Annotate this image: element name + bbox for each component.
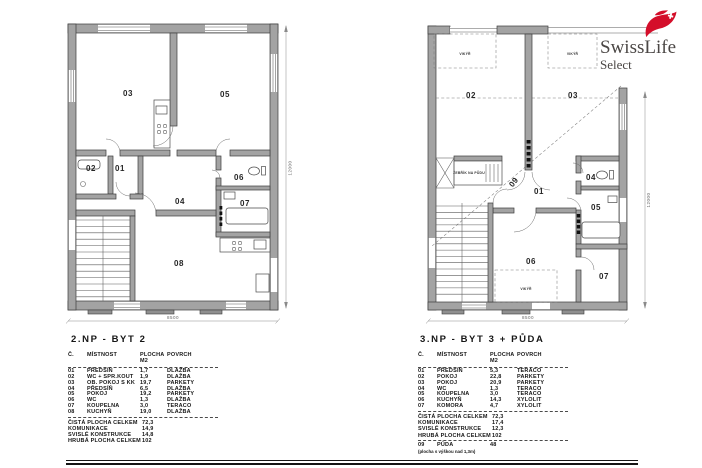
dormer-label: VIKÝŘ	[566, 52, 579, 56]
plan-title-right: 3.NP - BYT 3 + PŮDA	[420, 334, 545, 345]
cell-surface: PARKETY	[517, 379, 545, 386]
cell-no: 06	[418, 397, 425, 404]
staircase	[436, 203, 488, 302]
summary-label: HRUBÁ PLOCHA CELKEM	[68, 438, 141, 445]
dimension-lines	[426, 91, 651, 324]
toilet-icon	[597, 171, 608, 179]
cell-area: 19,0	[140, 408, 152, 415]
summary-label: ČISTÁ PLOCHA CELKEM	[418, 413, 488, 420]
cell-surface: DLAŽBA	[167, 408, 191, 415]
cell-no: 06	[68, 397, 75, 404]
swisslife-logo	[600, 10, 700, 71]
table-row	[418, 404, 568, 410]
cell-room: KUCHYŇ	[87, 408, 112, 415]
toilet-icon	[249, 167, 260, 175]
dormer-outline	[434, 34, 496, 68]
summary-row	[68, 438, 218, 444]
cell-surface: PARKETY	[517, 373, 545, 380]
summary-label: SVISLÉ KONSTRUKCE	[68, 432, 132, 439]
cell-area: 22,8	[490, 373, 502, 380]
cell-no: 04	[68, 385, 75, 392]
dim-height-label: 12000	[287, 160, 293, 176]
dormer-label: VIKÝŘ	[520, 287, 532, 291]
cell-no: 03	[418, 379, 425, 386]
divider	[418, 411, 568, 412]
summary-value: 17,4	[492, 420, 504, 427]
room-label: 05	[220, 90, 230, 99]
summary-value: 14,8	[142, 432, 154, 439]
cell-surface: XYLOLIT	[517, 402, 542, 409]
appliance-icon	[256, 274, 269, 292]
cell-no: 02	[418, 373, 425, 380]
room-table-2np	[68, 353, 218, 445]
room-label: 06	[234, 173, 244, 182]
summary-value: 72,3	[142, 419, 154, 426]
summary-label: HRUBÁ PLOCHA CELKEM	[418, 432, 491, 439]
cell-room: KOUPELNA	[437, 391, 470, 398]
divider	[68, 417, 218, 418]
cell-surface: TERACO	[517, 385, 542, 392]
cell-area: 19,2	[140, 391, 152, 398]
cell-no: 08	[68, 408, 75, 415]
summary-value: 72,3	[492, 413, 504, 420]
room-label: 07	[240, 199, 250, 208]
washbasin-icon	[81, 182, 86, 187]
cell-no: 03	[68, 379, 75, 386]
attic-access-label: 09	[507, 175, 521, 189]
summary-label: KOMUNIKACE	[418, 420, 458, 427]
cell-no: 05	[418, 391, 425, 398]
dormer-outline	[548, 34, 597, 68]
cell-room: POKOJ	[87, 391, 108, 398]
cell-room: PŘEDSÍŇ	[87, 368, 113, 375]
cell-area: 14,3	[490, 397, 502, 404]
col-no: Č.	[418, 352, 424, 358]
cell-surface: PARKETY	[167, 379, 195, 386]
cell-room: PŘEDSÍŇ	[87, 385, 113, 392]
summary-value: 102	[142, 438, 152, 445]
room-label: 04	[586, 173, 596, 182]
cell-area: 3,0	[490, 391, 499, 398]
summary-value: 12,3	[492, 426, 504, 433]
cell-no: 04	[418, 385, 425, 392]
cell-no: 05	[68, 391, 75, 398]
sink-icon	[608, 196, 617, 203]
col-room: MÍSTNOST	[87, 352, 118, 358]
cell-room: POKOJ	[437, 373, 458, 380]
cell-area: 1,9	[140, 373, 149, 380]
cell-room: POKOJ	[437, 379, 458, 386]
room-label: 06	[526, 257, 536, 266]
logo-brand-text: SwissLife	[600, 37, 676, 58]
sink-icon	[156, 106, 167, 114]
cell-surface: TERACO	[517, 391, 542, 398]
attic-row	[418, 443, 568, 449]
cell-room: KOMORA	[437, 402, 464, 409]
room-label: 01	[115, 164, 125, 173]
summary-label: KOMUNIKACE	[68, 425, 108, 432]
ladder-label: ŽEBŘÍK NA PŮDU	[453, 171, 485, 175]
cell-no: 09	[418, 441, 425, 448]
cell-surface: TERACO	[167, 402, 192, 409]
cell-room: WC	[437, 385, 447, 392]
cell-surface: DLAŽBA	[167, 368, 191, 375]
dormer-outline	[495, 270, 557, 302]
table-row	[68, 410, 218, 416]
radiator-icon	[220, 206, 223, 210]
cell-area: 20,9	[490, 379, 502, 386]
room-table-3np	[418, 353, 568, 454]
col-surface: POVRCH	[167, 352, 192, 358]
footer-rule	[66, 460, 638, 465]
table-header	[68, 353, 218, 365]
cell-no: 01	[68, 368, 75, 375]
room-label: 02	[86, 164, 96, 173]
ladder-to-attic	[436, 158, 502, 188]
cell-no: 07	[418, 402, 425, 409]
cell-surface: DLAŽBA	[167, 385, 191, 392]
cell-room: WC + SPR.KOUT	[87, 373, 134, 380]
room-label: 08	[174, 259, 184, 268]
swisslife-flame-icon	[644, 10, 678, 38]
room-label: 05	[591, 203, 601, 212]
cell-no: 01	[418, 368, 425, 375]
cell-no: 07	[68, 402, 75, 409]
sink-icon	[224, 192, 235, 199]
cell-area: 19,7	[140, 379, 152, 386]
cell-area: 3,0	[140, 402, 149, 409]
cell-surface: TERACO	[517, 368, 542, 375]
cell-surface: PARKETY	[167, 391, 195, 398]
cell-surface: DLAŽBA	[167, 373, 191, 380]
room-label: 01	[534, 187, 544, 196]
col-room: MÍSTNOST	[437, 352, 468, 358]
interior-walls	[76, 33, 270, 301]
cell-surface: XYLOLIT	[517, 397, 542, 404]
dormer-label: VIKÝŘ	[459, 52, 471, 56]
radiator-icon	[577, 214, 580, 218]
room-label: 03	[568, 91, 578, 100]
col-no: Č.	[68, 352, 74, 358]
cell-room: PŮDA	[437, 441, 454, 448]
logo-sub-text: Select	[600, 57, 632, 72]
room-label: 03	[123, 89, 133, 98]
summary-label: SVISLÉ KONSTRUKCE	[418, 426, 482, 433]
bathtub-icon	[582, 222, 620, 238]
dim-width-label: 8500	[166, 315, 180, 320]
summary-label: ČISTÁ PLOCHA CELKEM	[68, 419, 138, 426]
room-label: 02	[466, 91, 476, 100]
room-label: 07	[599, 272, 609, 281]
cell-room: OB. POKOJ S KK	[87, 379, 136, 386]
col-surface: POVRCH	[517, 352, 542, 358]
cell-area: 48	[490, 441, 497, 448]
sink-icon	[254, 240, 266, 249]
plan-title-left: 2.NP - BYT 2	[71, 334, 147, 345]
cell-room: KOUPELNA	[87, 402, 120, 409]
summary-value: 14,9	[142, 425, 154, 432]
cell-room: WC	[87, 397, 97, 404]
cell-room: KUCHYŇ	[437, 397, 462, 404]
cell-room: PŘEDSÍŇ	[437, 368, 463, 375]
dim-height-label: 12000	[646, 192, 651, 208]
summary-value: 102	[492, 432, 502, 439]
cell-area: 6,5	[140, 385, 149, 392]
cell-area: 1,3	[490, 385, 499, 392]
cell-area: 1,7	[140, 368, 149, 375]
attic-note: (plocha s výškou nad 1,3m)	[418, 449, 476, 455]
table-header	[418, 353, 568, 365]
room-label: 04	[175, 197, 185, 206]
col-area: PLOCHA M2	[490, 352, 515, 364]
radiator-icon	[527, 140, 531, 144]
staircase	[76, 216, 130, 301]
summary-row	[418, 433, 568, 439]
floorplan-2np	[58, 8, 303, 338]
cell-area: 4,7	[490, 402, 499, 409]
cell-surface: DLAŽBA	[167, 397, 191, 404]
cell-no: 02	[68, 373, 75, 380]
cell-area: 1,3	[140, 397, 149, 404]
cell-area: 5,3	[490, 368, 499, 375]
col-area: PLOCHA M2	[140, 352, 165, 364]
bathtub-icon	[226, 208, 268, 224]
dim-width-label: 8500	[521, 315, 535, 320]
